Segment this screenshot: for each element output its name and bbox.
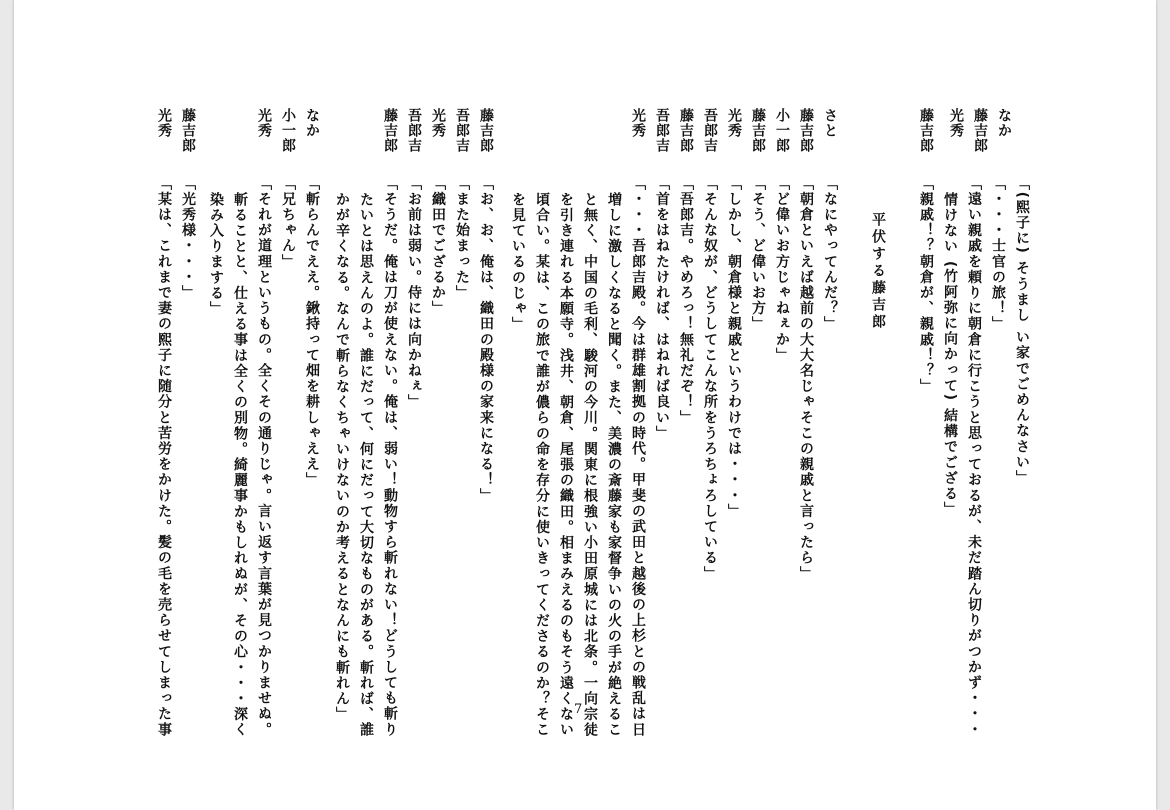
dialogue-line: 「お前は弱い。侍には向かねぇ」 <box>406 176 422 410</box>
dialogue-line: 「そう、ど偉いお方」 <box>750 176 766 332</box>
dialogue-line: 「遠い親戚を頼りに朝倉に行こうと思っておるが、未だ踏ん切りがつかず・・・ <box>966 176 982 738</box>
speaker-label: 光秀 <box>430 108 446 138</box>
dialogue-continuation: かが辛くなる。なんで斬らなくちゃいけないのか考えるとなんにも斬れん」 <box>334 192 350 723</box>
speaker-label: 光秀 <box>156 108 172 138</box>
dialogue-line: 「斬らんでええ。鍬持って畑を耕しゃええ」 <box>304 176 320 488</box>
dialogue-continuation: を見ているのじゃ」 <box>510 192 526 333</box>
speaker-label: なか <box>996 108 1012 138</box>
speaker-label: 吾郎吉 <box>454 108 470 153</box>
dialogue-line: 「そんな奴が、どうしてこんな所をうろちょろしている」 <box>702 176 718 582</box>
dialogue-continuation: 情けない (竹阿弥に向かって) 結構でござる」 <box>942 192 958 518</box>
dialogue-line: 「・・・吾郎吉殿。今は群雄割拠の時代。甲斐の武田と越後の上杉との戦乱は日 <box>630 176 646 738</box>
dialogue-line: 「某は、これまで妻の熙子に随分と苦労をかけた。髪の毛を売らせてしまった事 <box>156 176 172 738</box>
speaker-label: 藤吉郎 <box>918 108 934 153</box>
speaker-label: 光秀 <box>726 108 742 138</box>
script-page <box>14 0 1156 810</box>
dialogue-line: 「・・・士官の旅！」 <box>990 176 1006 332</box>
dialogue-continuation: と無く、中国の毛利、駿河の今川。関東に根強い小田原城には北条。一向宗徒 <box>582 192 598 738</box>
dialogue-continuation: 増しに激しくなると聞く。また、美濃の斎藤家も家督争いの火の手が絶えるこ <box>606 192 622 738</box>
speaker-label: 藤吉郎 <box>478 108 494 153</box>
speaker-label: 藤吉郎 <box>750 108 766 153</box>
dialogue-continuation: 頃合い。某は、この旅で誰が儂らの命を存分に使いきってくださるのか？そこ <box>534 192 550 738</box>
dialogue-line: 「それが道理というもの。全くその通りじゃ。言い返す言葉が見つかりませぬ。 <box>256 176 272 738</box>
speaker-label: 吾郎吉 <box>702 108 718 153</box>
speaker-label: 藤吉郎 <box>180 108 196 153</box>
dialogue-line: 「首をはねたければ、はねれば良い」 <box>654 176 670 442</box>
page-number: 7 <box>574 702 583 717</box>
speaker-label: さと <box>822 108 838 138</box>
dialogue-line: 「織田でござるか」 <box>430 176 446 317</box>
speaker-label: 光秀 <box>948 108 964 138</box>
dialogue-continuation: たいとは思えんのよ。誰にだって、何にだって大切なものがある。斬れば、誰 <box>358 192 374 738</box>
speaker-label: 藤吉郎 <box>382 108 398 153</box>
dialogue-line: 「朝倉といえば越前の大大名じゃそこの親戚と言ったら」 <box>798 176 814 582</box>
speaker-label: 藤吉郎 <box>798 108 814 153</box>
dialogue-line: 「(熙子に) そうまし い家でごめんなさい」 <box>1014 176 1030 486</box>
speaker-label: なか <box>304 108 320 138</box>
speaker-label: 吾郎吉 <box>654 108 670 153</box>
dialogue-line: 「また始まった」 <box>454 176 470 301</box>
speaker-label: 光秀 <box>630 108 646 138</box>
dialogue-line: 「吾郎吉。やめろっ！無礼だぞ！」 <box>678 176 694 426</box>
speaker-label: 小一郎 <box>280 108 296 153</box>
dialogue-line: 「親戚！？朝倉が、親戚！？」 <box>918 176 934 395</box>
speaker-label: 藤吉郎 <box>678 108 694 153</box>
dialogue-line: 「なにやってんだ？」 <box>822 176 838 332</box>
dialogue-line: 「お、お、俺は、織田の殿様の家来になる！」 <box>478 176 494 504</box>
dialogue-line: 「しかし、朝倉様と親戚というわけでは・・・」 <box>726 176 742 520</box>
dialogue-line: 「兄ちゃん」 <box>280 176 296 270</box>
scene-title: 平伏する藤吉郎 <box>870 212 886 331</box>
dialogue-line: 「ど偉いお方じゃねぇか」 <box>774 176 790 364</box>
speaker-label: 藤吉郎 <box>972 108 988 153</box>
speaker-label: 小一郎 <box>774 108 790 153</box>
dialogue-line: 「光秀様・・・」 <box>180 176 196 301</box>
dialogue-continuation: を引き連れる本願寺。浅井、朝倉、尾張の織田。相まみえるのもそう遠くない <box>558 192 574 738</box>
speaker-label: 吾郎吉 <box>406 108 422 153</box>
dialogue-continuation: 染み入りまする」 <box>208 192 224 317</box>
dialogue-continuation: 斬ることと、仕える事は全くの別物。綺麗事かもしれぬが、その心・・・深く <box>232 192 248 738</box>
speaker-label: 光秀 <box>256 108 272 138</box>
dialogue-line: 「そうだ。俺は刀が使えない。俺は、弱い！動物すら斬れない！どうしても斬り <box>382 176 398 738</box>
